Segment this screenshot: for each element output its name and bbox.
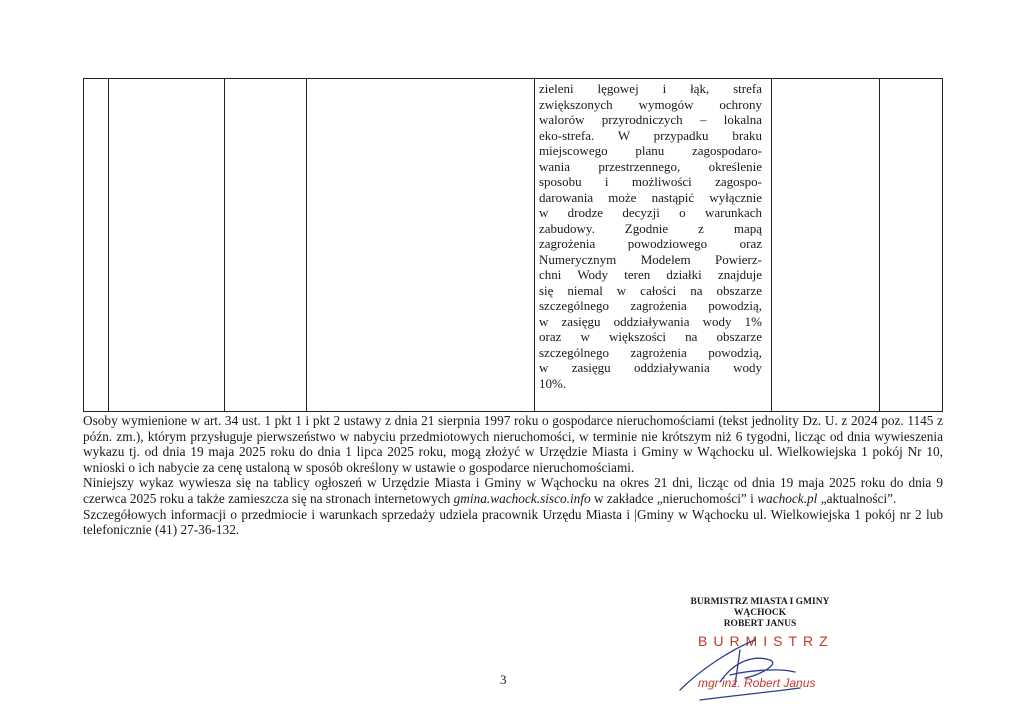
signatory-office: BURMISTRZ MIASTA I GMINY <box>690 597 830 607</box>
property-table <box>83 78 943 412</box>
handwritten-signature-icon <box>660 630 810 710</box>
cell-line: szczególnego zagrożenia powodzią, <box>539 298 762 313</box>
table-column-divider <box>108 79 109 411</box>
page-number: 3 <box>500 672 507 687</box>
table-column-divider <box>879 79 880 411</box>
publication-text-end: „aktualności”. <box>817 490 897 506</box>
stamp-name: mgr inż. Robert Janus <box>698 676 816 690</box>
cell-line: wania przestrzennego, określenie <box>539 158 762 174</box>
cell-line: w zasięgu oddziaływania wody <box>539 360 762 375</box>
cell-line: w drodze decyzji o warunkach <box>539 205 762 220</box>
publication-text-middle: w zakładce „nieruchomości” i <box>590 490 758 506</box>
table-column-divider <box>534 79 535 411</box>
table-column-divider <box>224 79 225 411</box>
cell-line: walorów przyrodniczych – lokalna <box>539 112 762 127</box>
property-description-cell <box>539 81 762 391</box>
cell-line: darowania może nastąpić wyłącznie <box>539 189 762 205</box>
contact-paragraph: Szczegółowych informacji o przedmiocie i warunkach sprzedaży udziela pracownik Urzędu Miasta i |Gminy w Wąchocku ul. Wielkowiejska 1 pokój nr 2 lub telefonicznie (41) 27-36-132. <box>83 506 943 538</box>
cell-line: zagrożenia powodziowego oraz <box>539 236 762 251</box>
cell-line: sposobu i możliwości zagospo- <box>539 174 762 189</box>
signature-block <box>640 597 880 630</box>
publication-paragraph <box>83 475 943 506</box>
stamp-title: BURMISTRZ <box>698 633 834 649</box>
cell-line: oraz w większości na obszarze <box>539 329 762 344</box>
cell-line: Numerycznym Modelem Powierz- <box>539 251 762 267</box>
signatory-town: WĄCHOCK <box>733 608 787 618</box>
cell-line: zabudowy. Zgodnie z mapą <box>539 220 762 236</box>
cell-line: 10%. <box>539 375 567 391</box>
table-column-divider <box>306 79 307 411</box>
notice-text <box>83 413 943 538</box>
cell-line: miejscowego planu zagospodaro- <box>539 143 762 158</box>
cell-line: chni Wody teren działki znajduje <box>539 267 762 282</box>
cell-line: szczególnego zagrożenia powodzią, <box>539 344 762 360</box>
publication-text: Niniejszy wykaz wywiesza się na tablicy ogłoszeń w Urzędzie Miasta i Gminy w Wąchocku na okres 21 dni, licząc od dnia 19 maja 2025 roku do dnia 9 czerwca 2025 roku a także zamieszcza się na stronach internetowych <box>83 475 943 506</box>
table-column-divider <box>771 79 772 411</box>
signatory-name: ROBERT JANUS <box>723 619 797 629</box>
website-link-wachock[interactable]: wachock.pl <box>757 490 818 506</box>
cell-line: w zasięgu oddziaływania wody 1% <box>539 313 762 329</box>
cell-line: zieleni lęgowej i łąk, strefa <box>539 81 762 96</box>
website-link-gmina[interactable]: gmina.wachock.sisco.info <box>453 490 591 506</box>
priority-rights-paragraph: Osoby wymienione w art. 34 ust. 1 pkt 1 i pkt 2 ustawy z dnia 21 sierpnia 1997 roku o gospodarce nieruchomościami (tekst jednolity Dz. U. z 2024 poz. 1145 z późn. zm.), którym przysługuje pierwszeństwo w nabyciu przedmiotowych nieruchomości, w terminie nie krótszym niż 6 tygodni, licząc od dnia wywieszenia wykazu tj. od dnia 19 maja 2025 roku do dnia 1 lipca 2025 roku, mogą złożyć w Urzędzie Miasta i Gminy w Wąchocku ul. Wielkowiejska 1 pokój Nr 10, wnioski o ich nabycie za cenę ustaloną w sposób określony w ustawie o gospodarce nieruchomościami. <box>83 413 943 475</box>
cell-line: się niemal w całości na obszarze <box>539 282 762 298</box>
cell-line: eko-strefa. W przypadku braku <box>539 127 762 143</box>
cell-line: zwiększonych wymogów ochrony <box>539 96 762 112</box>
